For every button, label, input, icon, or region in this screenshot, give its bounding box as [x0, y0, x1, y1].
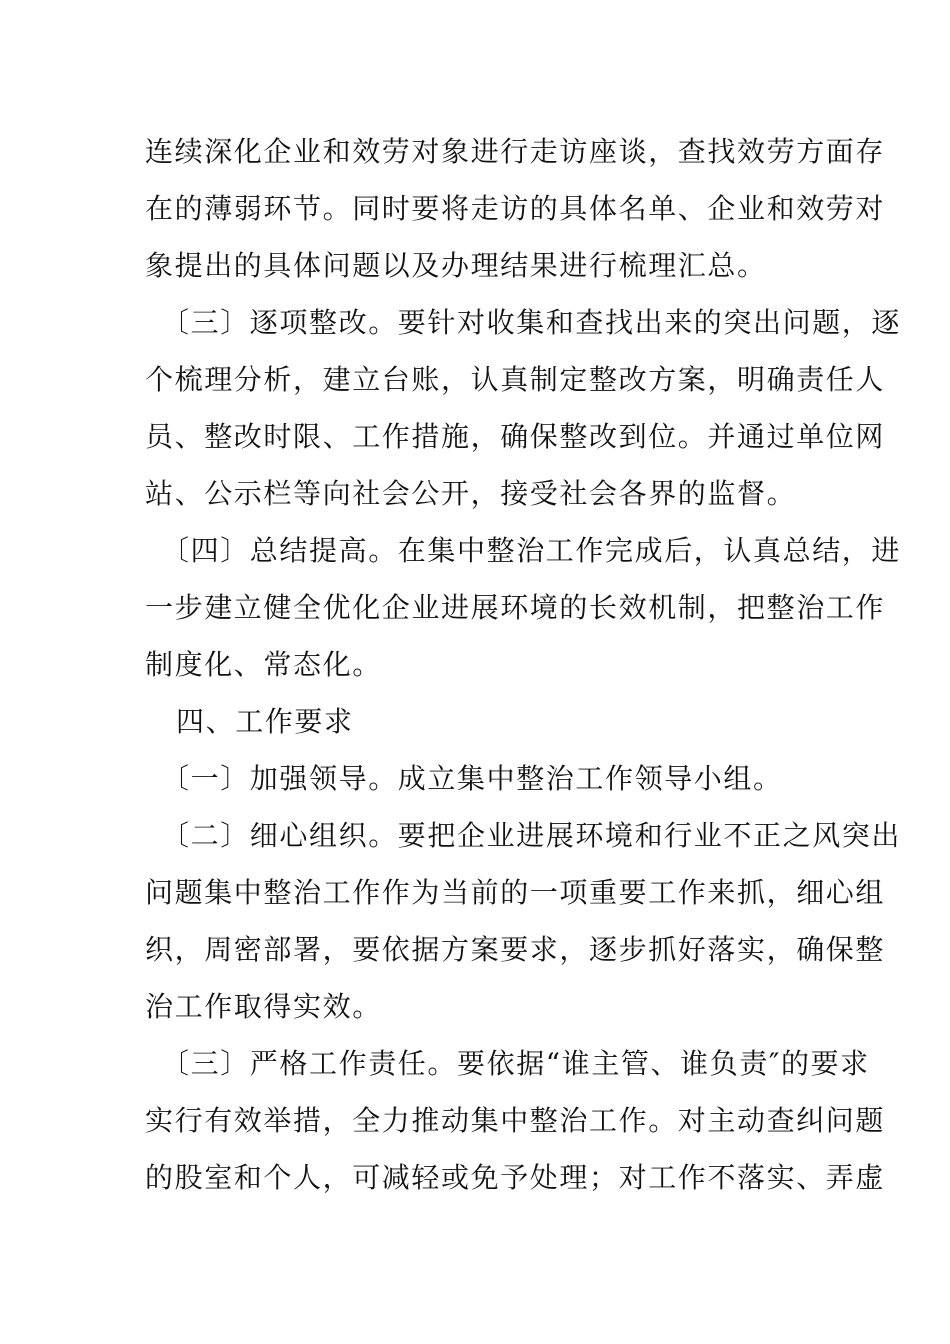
- text-line-9: 一步建立健全优化企业进展环境的长效机制，把整治工作: [145, 591, 886, 624]
- text-line-14: 问题集中整治工作作为当前的一项重要工作来抓，细心组: [145, 876, 886, 909]
- text-line-7: 站、公示栏等向社会公开，接受社会各界的监督。: [145, 477, 797, 510]
- text-line-12: 〔一〕加强领导。成立集中整治工作领导小组。: [161, 762, 783, 795]
- text-line-10: 制度化、常态化。: [145, 648, 382, 681]
- text-line-16: 治工作取得实效。: [145, 990, 382, 1023]
- text-line-18: 实行有效举措，全力推动集中整治工作。对主动查纠问题: [145, 1104, 886, 1137]
- text-line-15: 织，周密部署，要依据方案要求，逐步抓好落实，确保整: [145, 933, 886, 966]
- text-line-3: 象提出的具体问题以及办理结果进行梳理汇总。: [145, 249, 767, 282]
- text-line-6: 员、整改时限、工作措施，确保整改到位。并通过单位网: [145, 420, 886, 453]
- text-line-2: 在的薄弱环节。同时要将走访的具体名单、企业和效劳对: [145, 192, 886, 225]
- text-line-1: 连续深化企业和效劳对象进行走访座谈，查找效劳方面存: [145, 135, 886, 168]
- section-heading: 四、工作要求: [176, 705, 354, 738]
- text-line-5: 个梳理分析，建立台账，认真制定整改方案，明确责任人: [145, 363, 886, 396]
- text-line-8: 〔四〕总结提高。在集中整治工作完成后，认真总结，进: [161, 534, 902, 567]
- text-line-13: 〔二〕细心组织。要把企业进展环境和行业不正之风突出: [161, 819, 902, 852]
- text-line-17: 〔三〕严格工作责任。要依据“谁主管、谁负责″的要求: [161, 1047, 870, 1080]
- text-line-19: 的股室和个人，可减轻或免予处理；对工作不落实、弄虚: [145, 1161, 886, 1194]
- text-line-4: 〔三〕逐项整改。要针对收集和查找出来的突出问题，逐: [161, 306, 902, 339]
